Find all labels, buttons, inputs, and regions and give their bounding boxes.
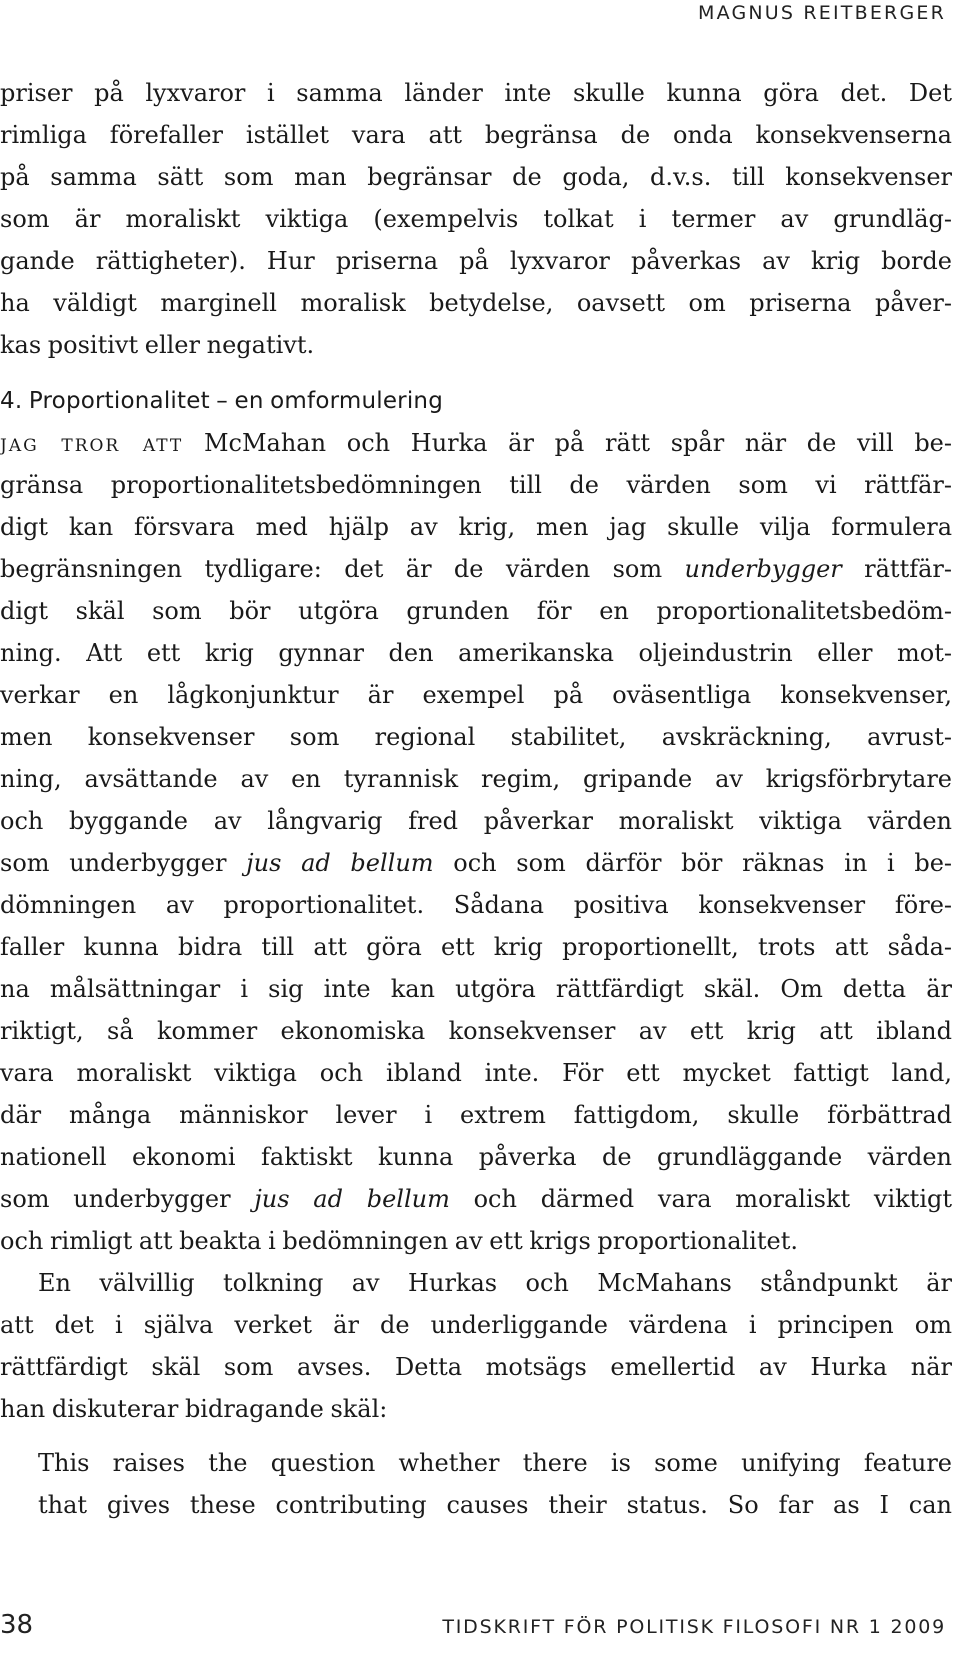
- journal-footer: TIDSKRIFT FÖR POLITISK FILOSOFI NR 1 2009: [442, 1616, 946, 1638]
- text-line: gande rättigheter). Hur priserna på lyxvaror påverkas av krig borde: [0, 247, 952, 275]
- text-line: och byggande av långvarig fred påverkar moraliskt viktiga värden: [0, 807, 952, 835]
- text-line: digt skäl som bör utgöra grunden för en proportionalitetsbedöm-: [0, 597, 952, 625]
- text-line: ning, avsättande av en tyrannisk regim, gripande av krigsförbrytare: [0, 765, 952, 793]
- emphasis: underbygger: [684, 555, 842, 583]
- text-fragment: som underbygger: [0, 849, 247, 877]
- text-line: dömningen av proportionalitet. Sådana positiva konsekvenser före-: [0, 891, 952, 919]
- text-fragment: rättfär-: [841, 555, 952, 583]
- quote-line: This raises the question whether there is some unifying feature: [38, 1449, 952, 1477]
- text-line: nationell ekonomi faktiskt kunna påverka de grundläggande värden: [0, 1143, 952, 1171]
- text-fragment: McMahan och Hurka är på rätt spår när de vill be-: [183, 429, 952, 457]
- text-line: men konsekvenser som regional stabilitet, avskräckning, avrust-: [0, 723, 952, 751]
- text-line: digt kan försvara med hjälp av krig, men jag skulle vilja formulera: [0, 513, 952, 541]
- text-line: kas positivt eller negativt.: [0, 331, 315, 359]
- emphasis: jus ad bellum: [246, 849, 434, 877]
- text-line: som är moraliskt viktiga (exempelvis tolkat i termer av grundläg-: [0, 205, 952, 233]
- text-line: faller kunna bidra till att göra ett krig proportionellt, trots att såda-: [0, 933, 952, 961]
- text-line: [0, 842, 952, 884]
- text-line: där många människor lever i extrem fattigdom, skulle förbättrad: [0, 1101, 952, 1129]
- text-line: En välvillig tolkning av Hurkas och McMahans ståndpunkt är: [38, 1269, 952, 1297]
- paragraph-1: [0, 72, 952, 366]
- text-line: na målsättningar i sig inte kan utgöra rättfärdigt skäl. Om detta är: [0, 975, 952, 1003]
- section-heading: 4. Proportionalitet – en omformulering: [0, 388, 443, 414]
- text-line: [0, 422, 952, 464]
- running-head-author: MAGNUS REITBERGER: [698, 2, 946, 24]
- text-line: verkar en lågkonjunktur är exempel på oväsentliga konsekvenser,: [0, 681, 952, 709]
- text-line: [0, 548, 952, 590]
- text-line: gränsa proportionalitetsbedömningen till de värden som vi rättfär-: [0, 471, 952, 499]
- text-line: vara moraliskt viktiga och ibland inte. För ett mycket fattigt land,: [0, 1059, 952, 1087]
- paragraph-3: [0, 1262, 952, 1430]
- text-line: priser på lyxvaror i samma länder inte skulle kunna göra det. Det: [0, 79, 952, 107]
- text-line: och rimligt att beakta i bedömningen av ett krigs proportionalitet.: [0, 1227, 798, 1255]
- block-quote: [0, 1442, 952, 1526]
- text-fragment: som underbygger: [0, 1185, 255, 1213]
- page-number: 38: [0, 1610, 34, 1640]
- text-fragment: och som därför bör räknas in i be-: [433, 849, 952, 877]
- text-fragment: begränsningen tydligare: det är de värden som: [0, 555, 685, 583]
- text-line: rimliga förefaller istället vara att begränsa de onda konsekvenserna: [0, 121, 952, 149]
- text-line: på samma sätt som man begränsar de goda, d.v.s. till konsekvenser: [0, 163, 952, 191]
- text-fragment: och därmed vara moraliskt viktigt: [449, 1185, 952, 1213]
- quote-line: that gives these contributing causes their status. So far as I can: [38, 1491, 952, 1519]
- lead-in-smallcaps: jag tror att: [0, 429, 184, 457]
- paragraph-2: [0, 422, 952, 1262]
- text-line: han diskuterar bidragande skäl:: [0, 1395, 388, 1423]
- text-line: [0, 1178, 952, 1220]
- text-line: rättfärdigt skäl som avses. Detta motsägs emellertid av Hurka när: [0, 1353, 952, 1381]
- body-text: [0, 72, 952, 1526]
- text-line: ning. Att ett krig gynnar den amerikanska oljeindustrin eller mot-: [0, 639, 952, 667]
- text-line: att det i själva verket är de underliggande värdena i principen om: [0, 1311, 952, 1339]
- text-line: riktigt, så kommer ekonomiska konsekvenser av ett krig att ibland: [0, 1017, 952, 1045]
- emphasis: jus ad bellum: [254, 1185, 450, 1213]
- text-line: ha väldigt marginell moralisk betydelse, oavsett om priserna påver-: [0, 289, 952, 317]
